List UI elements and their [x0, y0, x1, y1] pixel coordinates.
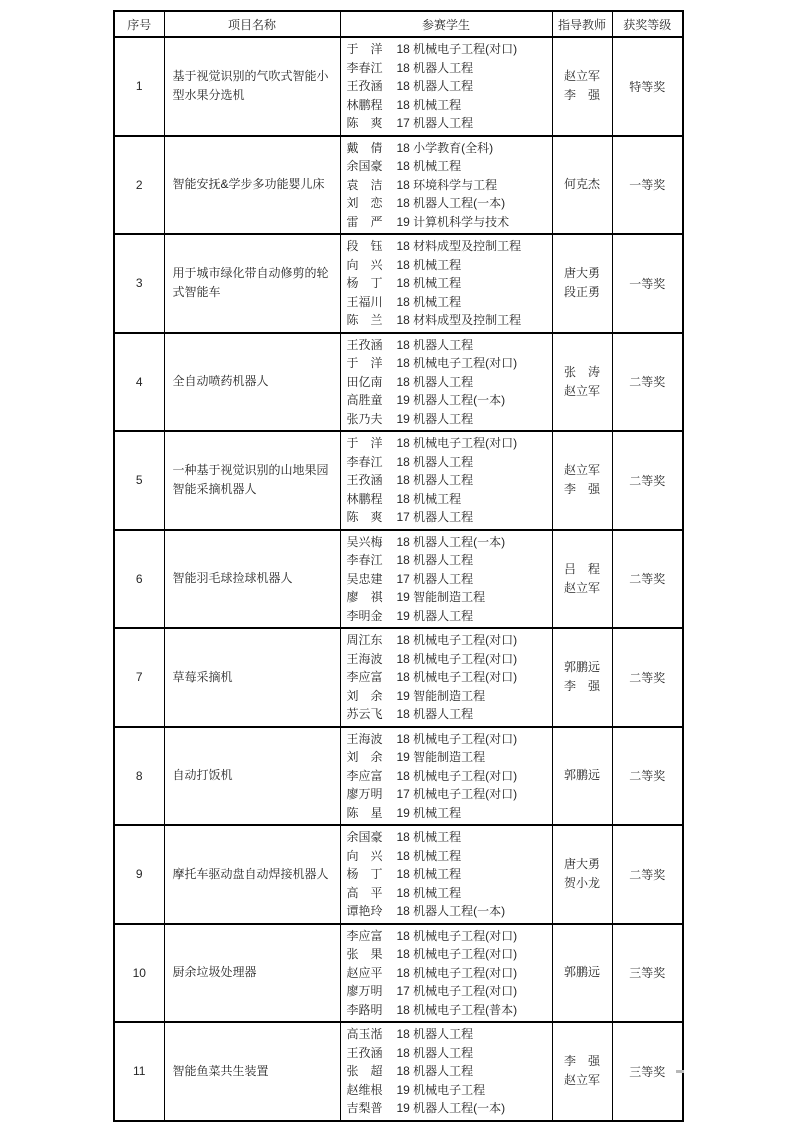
student-line: [347, 767, 550, 786]
student-line: [347, 982, 550, 1001]
student-program: 18 机械工程: [396, 294, 462, 309]
student-line: [347, 1025, 550, 1044]
student-name: 刘 恋: [346, 196, 383, 210]
student-line: [347, 607, 550, 626]
student-name: 李明金: [346, 608, 383, 623]
teacher-name: 何克杰: [563, 177, 600, 192]
table-row: [114, 825, 683, 924]
students-list: [347, 434, 550, 527]
teachers-cell: [552, 530, 612, 629]
student-program: 18 机械电子工程(对口): [396, 356, 518, 370]
student-name: 林鹏程: [346, 491, 383, 506]
student-program: 19 机器人工程: [396, 608, 474, 623]
student-name: 廖万明: [346, 984, 383, 998]
row-index-cell: 11: [114, 1022, 164, 1121]
student-line: [347, 927, 550, 946]
award-cell: 三等奖: [612, 924, 683, 1023]
students-list: [347, 40, 550, 133]
students-cell: [340, 1022, 552, 1121]
student-program: 19 机器人工程: [396, 411, 474, 426]
teacher-name: 李 强: [563, 88, 600, 103]
student-program: 18 机器人工程: [396, 1045, 474, 1060]
student-line: [347, 508, 550, 527]
student-program: 18 机械工程: [396, 159, 462, 173]
students-cell: [340, 234, 552, 333]
student-line: [347, 391, 550, 410]
teachers-cell: [552, 37, 612, 136]
student-line: [347, 588, 550, 607]
teachers-cell: [552, 825, 612, 924]
student-name: 吴忠建: [346, 571, 383, 586]
student-name: 王福川: [346, 294, 383, 309]
student-name: 王孜涵: [346, 79, 383, 93]
students-list: [347, 1025, 550, 1118]
project-name-cell: 一种基于视觉识别的山地果园智能采摘机器人: [164, 431, 340, 530]
student-program: 17 机器人工程: [396, 116, 474, 130]
student-name: 周江东: [346, 633, 383, 647]
student-line: [347, 139, 550, 158]
teacher-name: 李 强: [563, 482, 600, 497]
table-body: [114, 37, 683, 1121]
student-name: 陈 爽: [346, 510, 383, 524]
teacher-name: 赵立军: [563, 463, 600, 478]
teachers-cell: [552, 628, 612, 727]
student-line: [347, 884, 550, 903]
student-program: 18 机械工程: [396, 848, 462, 863]
student-program: 18 机器人工程: [396, 1064, 474, 1078]
student-name: 王海波: [346, 651, 383, 666]
project-name-cell: 智能羽毛球捡球机器人: [164, 530, 340, 629]
teachers-cell: [552, 727, 612, 826]
table-row: [114, 234, 683, 333]
students-cell: [340, 431, 552, 530]
student-name: 廖万明: [346, 787, 383, 801]
student-name: 余国豪: [346, 830, 383, 844]
project-name-cell: 智能安抚&学步多功能婴儿床: [164, 136, 340, 235]
row-index-cell: 9: [114, 825, 164, 924]
student-program: 19 智能制造工程: [396, 688, 486, 703]
student-program: 19 机器人工程(一本): [396, 393, 506, 407]
student-name: 陈 星: [346, 805, 383, 820]
student-line: [347, 256, 550, 275]
teacher-name: 赵立军: [563, 1073, 600, 1088]
student-name: 王孜涵: [346, 337, 383, 352]
table-header: [114, 11, 683, 37]
student-line: [347, 434, 550, 453]
student-name: 田亿南: [346, 374, 383, 389]
student-program: 18 机械工程: [396, 885, 462, 900]
students-list: [347, 730, 550, 823]
student-line: [347, 902, 550, 921]
award-cell: 二等奖: [612, 727, 683, 826]
student-program: 17 机械电子工程(对口): [396, 984, 518, 998]
student-line: [347, 471, 550, 490]
award-cell: 二等奖: [612, 530, 683, 629]
student-line: [347, 1081, 550, 1100]
student-line: [347, 865, 550, 884]
student-line: [347, 1062, 550, 1081]
student-program: 17 机器人工程: [396, 510, 474, 524]
column-header: 项目名称: [164, 11, 340, 37]
header-row: [114, 11, 683, 37]
teachers-cell: [552, 924, 612, 1023]
table-row: [114, 37, 683, 136]
student-program: 18 机械工程: [396, 830, 462, 844]
student-name: 吴兴梅: [346, 534, 383, 549]
teacher-name: 郭鹏远: [563, 965, 600, 980]
column-header: 指导教师: [552, 11, 612, 37]
student-name: 林鹏程: [346, 97, 383, 112]
table-row: [114, 333, 683, 432]
student-line: [347, 114, 550, 133]
student-name: 李应富: [346, 928, 383, 943]
student-name: 苏云飞: [346, 707, 383, 721]
student-program: 17 机器人工程: [396, 571, 474, 586]
student-line: [347, 551, 550, 570]
project-name-cell: 全自动喷药机器人: [164, 333, 340, 432]
student-name: 张乃夫: [346, 411, 383, 426]
student-program: 18 机械工程: [396, 276, 462, 290]
student-name: 袁 洁: [346, 177, 383, 192]
student-program: 18 机械工程: [396, 491, 462, 506]
student-name: 吉梨普: [346, 1101, 383, 1115]
student-name: 李应富: [346, 670, 383, 684]
award-cell: 二等奖: [612, 333, 683, 432]
student-program: 18 机械电子工程(对口): [396, 731, 518, 746]
student-line: [347, 410, 550, 429]
student-name: 张 果: [346, 947, 383, 961]
teacher-name: 吕 程: [563, 561, 600, 576]
students-cell: [340, 628, 552, 727]
student-name: 高胜童: [346, 393, 383, 407]
student-name: 赵维根: [346, 1082, 383, 1097]
student-name: 余国豪: [346, 159, 383, 173]
student-program: 18 机器人工程: [396, 553, 474, 567]
student-line: [347, 40, 550, 59]
students-list: [347, 631, 550, 724]
teacher-name: 唐大勇: [563, 266, 600, 281]
student-line: [347, 453, 550, 472]
teachers-list: [564, 963, 600, 982]
student-program: 18 机械电子工程(对口): [396, 768, 518, 783]
students-cell: [340, 825, 552, 924]
teachers-list: [564, 855, 600, 893]
student-program: 18 机械电子工程(对口): [396, 42, 518, 56]
student-program: 19 智能制造工程: [396, 590, 486, 604]
student-line: [347, 157, 550, 176]
student-line: [347, 293, 550, 312]
students-cell: [340, 924, 552, 1023]
project-name-cell: 基于视觉识别的气吹式智能小型水果分选机: [164, 37, 340, 136]
row-index-cell: 3: [114, 234, 164, 333]
awards-table: [113, 10, 684, 1122]
student-program: 18 机器人工程: [396, 1027, 474, 1041]
row-index-cell: 6: [114, 530, 164, 629]
project-name-cell: 草莓采摘机: [164, 628, 340, 727]
student-line: [347, 336, 550, 355]
student-name: 于 洋: [346, 42, 383, 56]
student-name: 李春江: [346, 454, 383, 469]
student-program: 18 机械电子工程(对口): [396, 651, 518, 666]
student-program: 18 材料成型及控制工程: [396, 239, 522, 253]
student-line: [347, 570, 550, 589]
column-header: 获奖等级: [612, 11, 683, 37]
project-name-cell: 用于城市绿化带自动修剪的轮式智能车: [164, 234, 340, 333]
teachers-list: [564, 67, 600, 105]
student-line: [347, 354, 550, 373]
student-name: 李应富: [346, 768, 383, 783]
project-name-cell: 自动打饭机: [164, 727, 340, 826]
student-program: 17 机械电子工程(对口): [396, 787, 518, 801]
table-row: [114, 1022, 683, 1121]
students-list: [347, 139, 550, 232]
student-line: [347, 828, 550, 847]
student-line: [347, 194, 550, 213]
student-line: [347, 96, 550, 115]
student-name: 张 超: [346, 1064, 383, 1078]
student-line: [347, 77, 550, 96]
project-name-cell: 厨余垃圾处理器: [164, 924, 340, 1023]
teachers-list: [564, 658, 600, 696]
student-line: [347, 59, 550, 78]
teacher-name: 郭鹏远: [563, 660, 600, 675]
student-line: [347, 237, 550, 256]
students-cell: [340, 333, 552, 432]
students-cell: [340, 727, 552, 826]
student-program: 19 机器人工程(一本): [396, 1101, 506, 1115]
student-name: 于 洋: [346, 356, 383, 370]
award-cell: 二等奖: [612, 628, 683, 727]
student-name: 段 钰: [346, 239, 383, 253]
student-name: 李路明: [346, 1002, 383, 1017]
student-line: [347, 274, 550, 293]
student-line: [347, 311, 550, 330]
student-line: [347, 650, 550, 669]
students-cell: [340, 136, 552, 235]
student-program: 18 机械工程: [396, 97, 462, 112]
teachers-cell: [552, 1022, 612, 1121]
teachers-cell: [552, 136, 612, 235]
students-list: [347, 927, 550, 1020]
student-line: [347, 533, 550, 552]
student-program: 18 材料成型及控制工程: [396, 313, 522, 327]
student-line: [347, 847, 550, 866]
student-name: 陈 兰: [346, 313, 383, 327]
student-program: 19 智能制造工程: [396, 750, 486, 764]
student-program: 18 机械电子工程(对口): [396, 965, 518, 980]
student-line: [347, 945, 550, 964]
student-program: 18 机械电子工程(对口): [396, 436, 518, 450]
student-program: 18 机器人工程: [396, 374, 474, 389]
table-row: [114, 136, 683, 235]
student-name: 李春江: [346, 553, 383, 567]
student-program: 18 机械电子工程(普本): [396, 1002, 518, 1017]
student-program: 18 机械电子工程(对口): [396, 670, 518, 684]
student-line: [347, 490, 550, 509]
teachers-list: [564, 175, 600, 194]
student-name: 廖 祺: [346, 590, 383, 604]
teachers-list: [564, 264, 600, 302]
teachers-cell: [552, 333, 612, 432]
student-name: 向 兴: [346, 257, 383, 272]
table-row: [114, 431, 683, 530]
row-index-cell: 5: [114, 431, 164, 530]
teacher-name: 郭鹏远: [563, 768, 600, 783]
student-line: [347, 668, 550, 687]
teachers-list: [564, 363, 600, 401]
student-program: 18 小学教育(全科): [396, 140, 494, 155]
student-line: [347, 705, 550, 724]
student-name: 王孜涵: [346, 1045, 383, 1060]
students-list: [347, 533, 550, 626]
students-cell: [340, 530, 552, 629]
student-name: 王孜涵: [346, 473, 383, 487]
student-program: 18 机器人工程(一本): [396, 534, 506, 549]
teacher-name: 张 涛: [563, 364, 600, 379]
student-program: 19 计算机科学与技术: [396, 214, 510, 229]
student-line: [347, 964, 550, 983]
column-header: 序号: [114, 11, 164, 37]
student-program: 18 机械工程: [396, 257, 462, 272]
award-cell: 一等奖: [612, 136, 683, 235]
award-cell: 一等奖: [612, 234, 683, 333]
students-list: [347, 828, 550, 921]
student-name: 雷 严: [346, 214, 383, 229]
student-line: [347, 213, 550, 232]
award-cell: 特等奖: [612, 37, 683, 136]
student-line: [347, 687, 550, 706]
teachers-cell: [552, 431, 612, 530]
table-row: [114, 727, 683, 826]
teachers-list: [564, 560, 600, 598]
student-program: 18 机械电子工程(对口): [396, 633, 518, 647]
student-line: [347, 1001, 550, 1020]
students-list: [347, 237, 550, 330]
student-name: 杨 丁: [346, 867, 383, 881]
table-row: [114, 924, 683, 1023]
student-program: 18 机器人工程: [396, 454, 474, 469]
row-index-cell: 10: [114, 924, 164, 1023]
teachers-list: [564, 461, 600, 499]
student-line: [347, 730, 550, 749]
student-program: 18 机械电子工程(对口): [396, 928, 518, 943]
teacher-name: 李 强: [563, 1054, 600, 1069]
student-program: 18 机器人工程: [396, 707, 474, 721]
student-program: 18 环境科学与工程: [396, 177, 498, 192]
student-program: 18 机器人工程: [396, 60, 474, 75]
teacher-name: 段正勇: [563, 285, 600, 300]
student-line: [347, 804, 550, 823]
student-program: 18 机械电子工程(对口): [396, 947, 518, 961]
student-name: 李春江: [346, 60, 383, 75]
student-name: 王海波: [346, 731, 383, 746]
table-row: [114, 530, 683, 629]
student-line: [347, 1099, 550, 1118]
teachers-cell: [552, 234, 612, 333]
row-index-cell: 2: [114, 136, 164, 235]
row-index-cell: 7: [114, 628, 164, 727]
student-name: 于 洋: [346, 436, 383, 450]
student-name: 刘 余: [346, 688, 383, 703]
teacher-name: 赵立军: [563, 383, 600, 398]
teacher-name: 赵立军: [563, 69, 600, 84]
row-index-cell: 4: [114, 333, 164, 432]
award-cell: 二等奖: [612, 825, 683, 924]
teachers-list: [564, 1052, 600, 1090]
student-line: [347, 785, 550, 804]
award-cell: 三等奖: [612, 1022, 683, 1121]
student-line: [347, 373, 550, 392]
column-header: 参赛学生: [340, 11, 552, 37]
student-name: 赵应平: [346, 965, 383, 980]
student-line: [347, 748, 550, 767]
row-index-cell: 1: [114, 37, 164, 136]
award-cell: 二等奖: [612, 431, 683, 530]
row-index-cell: 8: [114, 727, 164, 826]
student-name: 杨 丁: [346, 276, 383, 290]
teacher-name: 贺小龙: [563, 876, 600, 891]
student-program: 18 机械工程: [396, 867, 462, 881]
student-name: 戴 倩: [346, 140, 383, 155]
student-program: 18 机器人工程: [396, 79, 474, 93]
student-name: 高玉湉: [346, 1027, 383, 1041]
student-line: [347, 631, 550, 650]
table-row: [114, 628, 683, 727]
student-name: 向 兴: [346, 848, 383, 863]
student-line: [347, 1044, 550, 1063]
student-name: 高 平: [346, 885, 383, 900]
student-line: [347, 176, 550, 195]
student-name: 陈 爽: [346, 116, 383, 130]
student-program: 18 机器人工程(一本): [396, 196, 506, 210]
teacher-name: 赵立军: [563, 580, 600, 595]
students-cell: [340, 37, 552, 136]
students-list: [347, 336, 550, 429]
teacher-name: 李 强: [563, 679, 600, 694]
stray-mark: [676, 1070, 684, 1073]
teacher-name: 唐大勇: [563, 857, 600, 872]
student-program: 18 机器人工程(一本): [396, 904, 506, 918]
project-name-cell: 智能鱼菜共生装置: [164, 1022, 340, 1121]
student-name: 谭艳玲: [346, 904, 383, 918]
student-program: 18 机器人工程: [396, 473, 474, 487]
student-program: 19 机械工程: [396, 805, 462, 820]
student-program: 19 机械电子工程: [396, 1082, 486, 1097]
teachers-list: [564, 766, 600, 785]
student-program: 18 机器人工程: [396, 337, 474, 352]
project-name-cell: 摩托车驱动盘自动焊接机器人: [164, 825, 340, 924]
student-name: 刘 余: [346, 750, 383, 764]
